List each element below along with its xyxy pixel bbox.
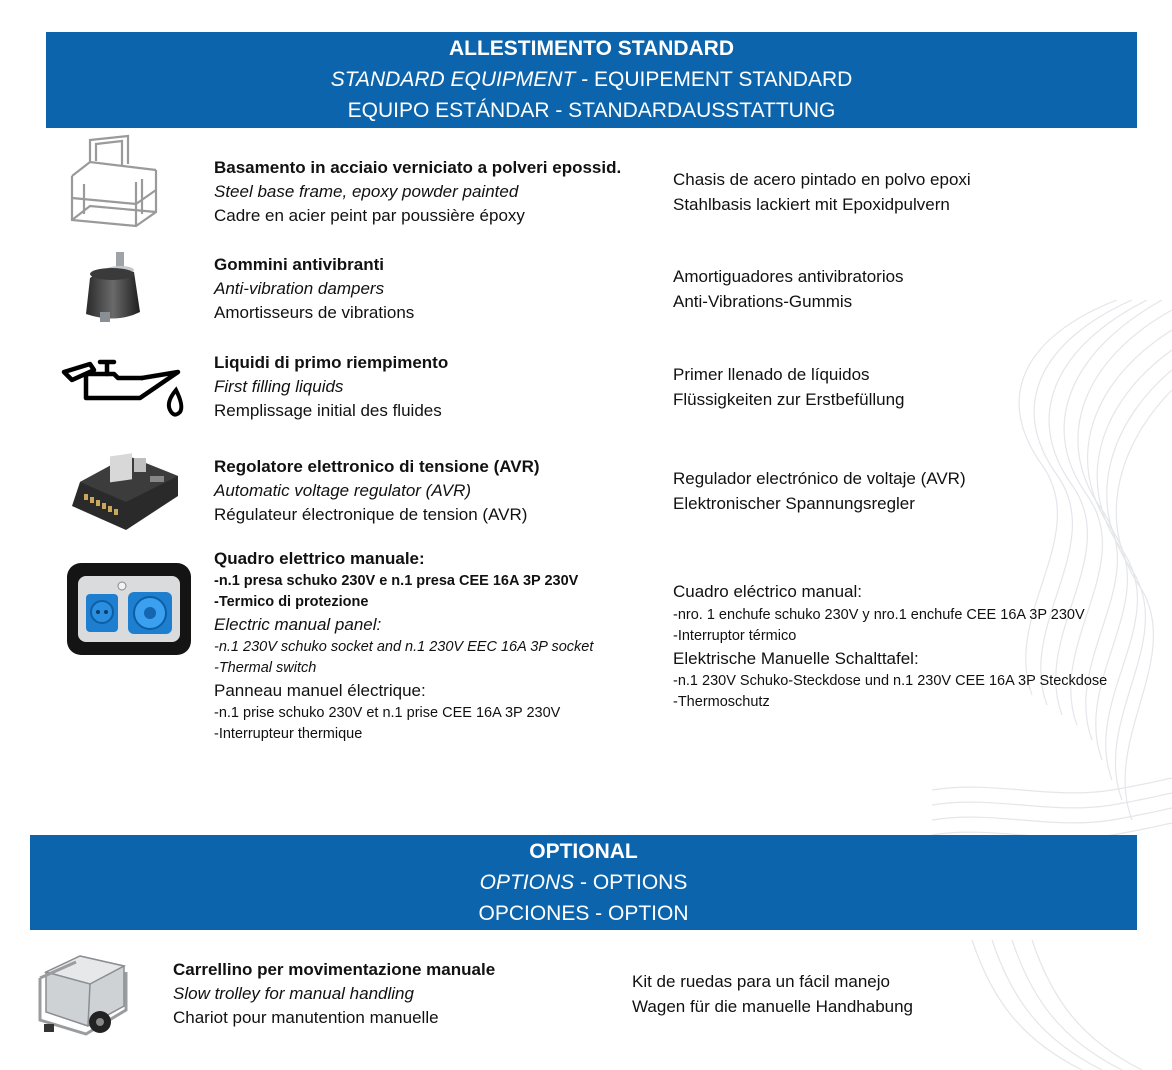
std-panel-es-title: Cuadro eléctrico manual: xyxy=(673,582,862,601)
avr-board-icon xyxy=(70,442,180,534)
damper-icon xyxy=(76,248,146,326)
std-panel-it-line2: -Termico di protezione xyxy=(214,594,369,610)
optional-subtitle-2: OPCIONES - OPTION xyxy=(478,902,689,925)
std-item-1-it: Basamento in acciaio verniciato a polveri epossid. xyxy=(214,158,622,177)
std-item-4-en: Automatic voltage regulator (AVR) xyxy=(214,481,472,500)
opt-item-de: Wagen für die manuelle Handhabung xyxy=(632,996,914,1016)
std-item-2-en: Anti-vibration dampers xyxy=(214,279,385,298)
std-item-3-es-de xyxy=(673,363,905,412)
optional-title: OPTIONAL xyxy=(529,840,638,863)
std-item-3-fr: Remplissage initial des fluides xyxy=(214,401,442,420)
std-panel-de-line1: -n.1 230V Schuko-Steckdose und n.1 230V CEE 16A 3P Steckdose xyxy=(673,673,1108,689)
std-panel-en-line1: -n.1 230V schuko socket and n.1 230V EEC 16A 3P socket xyxy=(214,639,594,655)
banner-subtitle xyxy=(46,64,1137,95)
std-item-2-text xyxy=(214,253,414,325)
std-item-1-es-de xyxy=(673,168,971,217)
optional-subtitle-rest: - OPTIONS xyxy=(574,871,688,894)
std-panel-de-title: Elektrische Manuelle Schalttafel: xyxy=(673,648,919,668)
trolley-icon xyxy=(36,950,130,1038)
std-item-2-es-de xyxy=(673,265,904,314)
banner-title: ALLESTIMENTO STANDARD xyxy=(448,37,735,60)
std-panel-fr-line2: -Interrupteur thermique xyxy=(214,726,363,742)
optional-subtitle-italic: OPTIONS xyxy=(479,871,575,894)
opt-item-en: Slow trolley for manual handling xyxy=(173,984,414,1003)
std-panel-es-line2: -Interruptor térmico xyxy=(673,627,797,644)
std-item-4-text xyxy=(214,455,540,527)
opt-item-fr: Chariot pour manutention manuelle xyxy=(173,1008,439,1027)
std-panel-fr-title: Panneau manuel électrique: xyxy=(214,681,426,700)
std-item-1-de: Stahlbasis lackiert mit Epoxidpulvern xyxy=(673,194,950,214)
std-panel-it-title: Quadro elettrico manuale: xyxy=(214,549,425,568)
std-item-4-de: Elektronischer Spannungsregler xyxy=(673,493,915,513)
optional-banner xyxy=(30,835,1137,930)
opt-item-it: Carrellino per movimentazione manuale xyxy=(173,960,496,979)
std-panel-it-line1: -n.1 presa schuko 230V e n.1 presa CEE 16A 3P 230V xyxy=(214,573,579,589)
std-panel-fr-line1: -n.1 prise schuko 230V et n.1 prise CEE 16A 3P 230V xyxy=(214,705,561,721)
opt-item-es: Kit de ruedas para un fácil manejo xyxy=(632,972,890,991)
std-item-4-it: Regolatore elettronico di tensione (AVR) xyxy=(214,457,540,476)
electric-panel-icon xyxy=(66,562,192,656)
std-panel-en-title: Electric manual panel: xyxy=(214,615,382,634)
standard-equipment-banner xyxy=(46,32,1137,128)
banner-subtitle-rest: - EQUIPEMENT STANDARD xyxy=(575,68,853,91)
std-panel-es-line1: -nro. 1 enchufe schuko 230V y nro.1 enchufe CEE 16A 3P 230V xyxy=(673,606,1085,623)
std-item-3-es: Primer llenado de líquidos xyxy=(673,365,870,384)
std-item-1-es: Chasis de acero pintado en polvo epoxi xyxy=(673,170,971,189)
opt-item-text xyxy=(173,958,495,1030)
std-item-1-text xyxy=(214,156,621,228)
std-item-3-en: First filling liquids xyxy=(214,377,344,396)
std-item-2-de: Anti-Vibrations-Gummis xyxy=(673,291,853,311)
std-item-3-de: Flüssigkeiten zur Erstbefüllung xyxy=(673,389,905,409)
std-item-4-fr: Régulateur électronique de tension (AVR) xyxy=(214,505,528,524)
banner-subtitle-italic: STANDARD EQUIPMENT xyxy=(330,68,576,91)
std-item-1-fr: Cadre en acier peint par poussière époxy xyxy=(214,206,525,225)
frame-icon xyxy=(66,134,162,230)
std-item-4-es: Regulador electrónico de voltaje (AVR) xyxy=(673,469,966,488)
std-item-3-it: Liquidi di primo riempimento xyxy=(214,353,449,372)
std-panel-de-line2: -Thermoschutz xyxy=(673,694,770,710)
banner-subtitle-2: EQUIPO ESTÁNDAR - STANDARDAUSSTATTUNG xyxy=(347,99,836,122)
std-item-1-en: Steel base frame, epoxy powder painted xyxy=(214,182,519,201)
std-panel-en-line2: -Thermal switch xyxy=(214,660,317,676)
opt-item-es-de xyxy=(632,970,913,1019)
oil-can-icon xyxy=(60,352,188,424)
optional-subtitle xyxy=(30,867,1137,898)
std-item-2-fr: Amortisseurs de vibrations xyxy=(214,303,415,322)
std-panel-text xyxy=(214,547,593,745)
std-item-3-text xyxy=(214,351,448,423)
std-panel-es-de xyxy=(673,580,1107,713)
std-item-2-es: Amortiguadores antivibratorios xyxy=(673,267,904,286)
std-item-4-es-de xyxy=(673,467,966,516)
std-item-2-it: Gommini antivibranti xyxy=(214,255,385,274)
